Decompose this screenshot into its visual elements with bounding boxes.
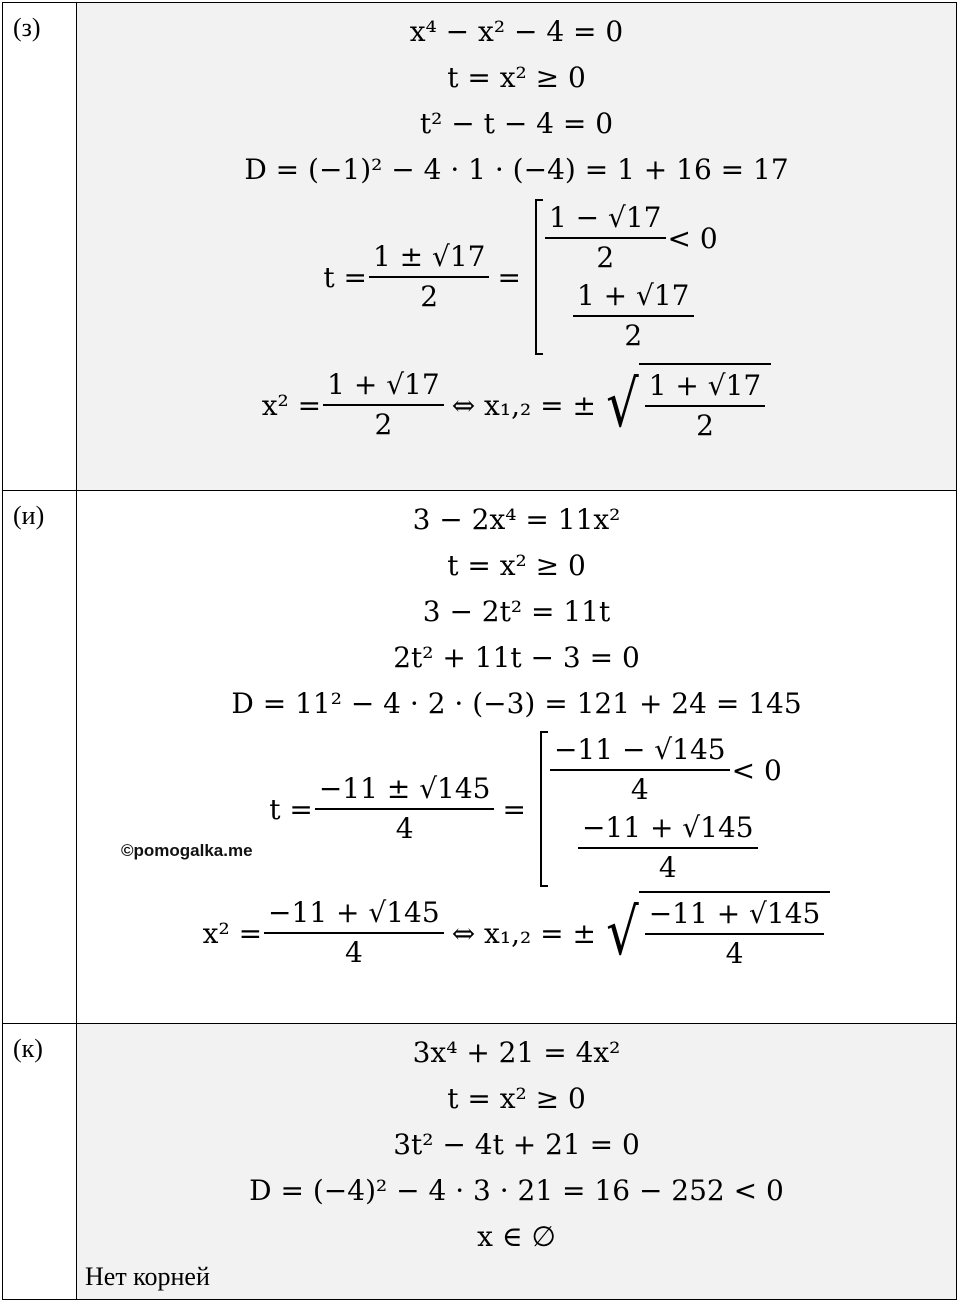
radicand-fraction (645, 367, 766, 445)
fraction-numerator: −11 + √145 (264, 894, 444, 934)
equation-line: 3x⁴ + 21 = 4x² (412, 1036, 621, 1069)
fraction-denominator: 2 (696, 409, 714, 442)
solution-cell (77, 491, 957, 1024)
equation-line: 3 − 2x⁴ = 11x² (412, 503, 621, 536)
fraction-denominator: 4 (395, 812, 414, 845)
case-condition: < 0 (667, 221, 718, 255)
solution-cell (77, 1024, 957, 1300)
radical-sign: √ (606, 368, 639, 442)
square-root (602, 363, 771, 447)
t-solution (269, 731, 782, 887)
equals-sign: = (502, 792, 526, 826)
solutions-table (2, 2, 957, 1300)
equals-sign: = (497, 260, 521, 294)
square-root (602, 891, 830, 975)
equation-line: 3t² − 4t + 21 = 0 (393, 1128, 640, 1161)
cases-bracket (540, 731, 782, 887)
fraction-denominator: 2 (596, 241, 615, 274)
t-fraction (315, 770, 495, 848)
x-solution (203, 891, 831, 975)
t-fraction (369, 238, 490, 316)
row-label: (и) (3, 491, 77, 1024)
x-fraction (264, 894, 444, 972)
table-row-k (3, 1024, 957, 1300)
case-fraction (578, 809, 758, 887)
cases-bracket (535, 199, 718, 355)
equation-line: t = x² ≥ 0 (447, 1082, 586, 1115)
case-fraction (573, 277, 694, 355)
fraction-numerator: −11 + √145 (578, 809, 758, 849)
equation-line: 2t² + 11t − 3 = 0 (393, 641, 640, 674)
case-positive (548, 809, 782, 887)
watermark: ©pomogalka.me (121, 841, 253, 860)
fraction-numerator: 1 + √17 (645, 367, 766, 407)
radicand-fraction (645, 895, 825, 973)
equation-line: D = 11² − 4 · 2 · (−3) = 121 + 24 = 145 (231, 687, 802, 720)
fraction-denominator: 4 (658, 851, 677, 884)
x-equivalence: ⇔ x₁,₂ = ± (451, 916, 596, 950)
equation-line: 3 − 2t² = 11t (422, 595, 611, 628)
fraction-denominator: 2 (374, 408, 393, 441)
radicand (639, 891, 831, 975)
equation-line: t² − t − 4 = 0 (419, 107, 614, 140)
case-fraction (545, 199, 666, 277)
conclusion-text: Нет корней (85, 1262, 210, 1291)
equation-line: D = (−1)² − 4 · 1 · (−4) = 1 + 16 = 17 (244, 153, 789, 186)
case-negative (548, 731, 782, 809)
x-fraction (323, 366, 444, 444)
x-lhs: x² = (202, 916, 263, 950)
fraction-numerator: 1 − √17 (545, 199, 666, 239)
x-lhs: x² = (261, 388, 322, 422)
case-negative (543, 199, 718, 277)
fraction-denominator: 2 (624, 319, 643, 352)
fraction-numerator: −11 ± √145 (315, 770, 495, 810)
solution-cell (77, 3, 957, 491)
case-positive (543, 277, 718, 355)
fraction-denominator: 4 (344, 936, 363, 969)
table-row-i (3, 491, 957, 1024)
t-lhs: t = (323, 260, 367, 294)
fraction-denominator: 4 (725, 937, 744, 970)
row-label: (з) (3, 3, 77, 491)
equation-line: D = (−4)² − 4 · 3 · 21 = 16 − 252 < 0 (249, 1174, 784, 1207)
equation-line: x⁴ − x² − 4 = 0 (409, 15, 624, 48)
fraction-numerator: 1 + √17 (323, 366, 444, 406)
equation-line: t = x² ≥ 0 (447, 61, 586, 94)
fraction-numerator: −11 + √145 (645, 895, 825, 935)
solutions-table-wrapper (2, 2, 957, 1300)
fraction-numerator: 1 + √17 (573, 277, 694, 317)
case-condition: < 0 (731, 753, 782, 787)
t-lhs: t = (269, 792, 313, 826)
fraction-denominator: 4 (630, 773, 649, 806)
equation-line: t = x² ≥ 0 (447, 549, 586, 582)
t-solution (323, 199, 717, 355)
fraction-numerator: −11 − √145 (550, 731, 730, 771)
radicand (639, 363, 772, 447)
table-row-z (3, 3, 957, 491)
fraction-denominator: 2 (420, 280, 439, 313)
radical-sign: √ (606, 896, 639, 970)
row-label: (к) (3, 1024, 77, 1300)
solution-lines (77, 491, 956, 975)
x-solution (262, 363, 772, 447)
case-fraction (550, 731, 730, 809)
x-equivalence: ⇔ x₁,₂ = ± (451, 388, 596, 422)
solution-lines (77, 1024, 956, 1260)
solution-lines (77, 3, 956, 447)
fraction-numerator: 1 ± √17 (369, 238, 490, 278)
equation-line: x ∈ ∅ (477, 1220, 556, 1253)
